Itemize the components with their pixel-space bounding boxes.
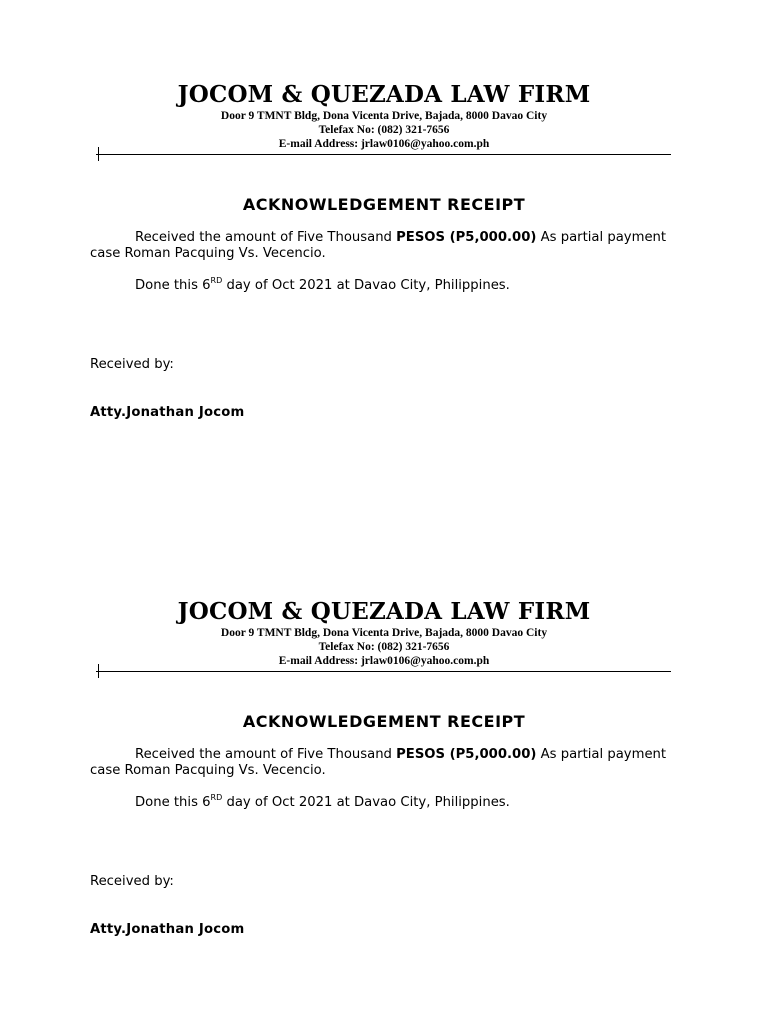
amount-prefix: Received the amount of Five Thousand: [135, 747, 392, 762]
divider-tick: [98, 147, 99, 161]
received-by-label: Received by:: [90, 357, 174, 372]
signatory-name: Atty.Jonathan Jocom: [90, 922, 245, 937]
header-divider: [96, 671, 671, 672]
done-paragraph: [90, 795, 690, 811]
amount-suffix: As partial payment case Roman Pacquing Vs. Vecencio.: [90, 230, 667, 261]
amount-suffix: As partial payment case Roman Pacquing Vs. Vecencio.: [90, 747, 667, 778]
done-suffix: day of Oct 2021 at Davao City, Philippines.: [226, 278, 510, 293]
amount-paragraph: [90, 230, 690, 262]
firm-email: E-mail Address: jrlaw0106@yahoo.com.ph: [278, 138, 490, 150]
amount-value: PESOS (P5,000.00): [396, 747, 537, 762]
receipt-title: ACKNOWLEDGEMENT RECEIPT: [242, 712, 526, 731]
signatory-name: Atty.Jonathan Jocom: [90, 405, 245, 420]
firm-telefax: Telefax No: (082) 321-7656: [318, 641, 450, 653]
done-prefix: Done this 6: [135, 795, 211, 810]
firm-name: JOCOM & QUEZADA LAW FIRM: [177, 598, 591, 625]
firm-telefax: Telefax No: (082) 321-7656: [318, 124, 450, 136]
done-prefix: Done this 6: [135, 278, 211, 293]
firm-name: JOCOM & QUEZADA LAW FIRM: [177, 81, 591, 108]
receipt-title: ACKNOWLEDGEMENT RECEIPT: [242, 195, 526, 214]
done-suffix: day of Oct 2021 at Davao City, Philippines.: [226, 795, 510, 810]
header-divider: [96, 154, 671, 155]
received-by-label: Received by:: [90, 874, 174, 889]
firm-address: Door 9 TMNT Bldg, Dona Vicenta Drive, Bajada, 8000 Davao City: [220, 110, 548, 122]
receipt-1: [0, 0, 768, 470]
done-ordinal: RD: [210, 276, 223, 285]
done-paragraph: [90, 278, 690, 294]
divider-tick: [98, 664, 99, 678]
amount-value: PESOS (P5,000.00): [396, 230, 537, 245]
firm-email: E-mail Address: jrlaw0106@yahoo.com.ph: [278, 655, 490, 667]
amount-paragraph: [90, 747, 690, 779]
receipt-2: [0, 517, 768, 987]
amount-prefix: Received the amount of Five Thousand: [135, 230, 392, 245]
done-ordinal: RD: [210, 793, 223, 802]
firm-address: Door 9 TMNT Bldg, Dona Vicenta Drive, Bajada, 8000 Davao City: [220, 627, 548, 639]
